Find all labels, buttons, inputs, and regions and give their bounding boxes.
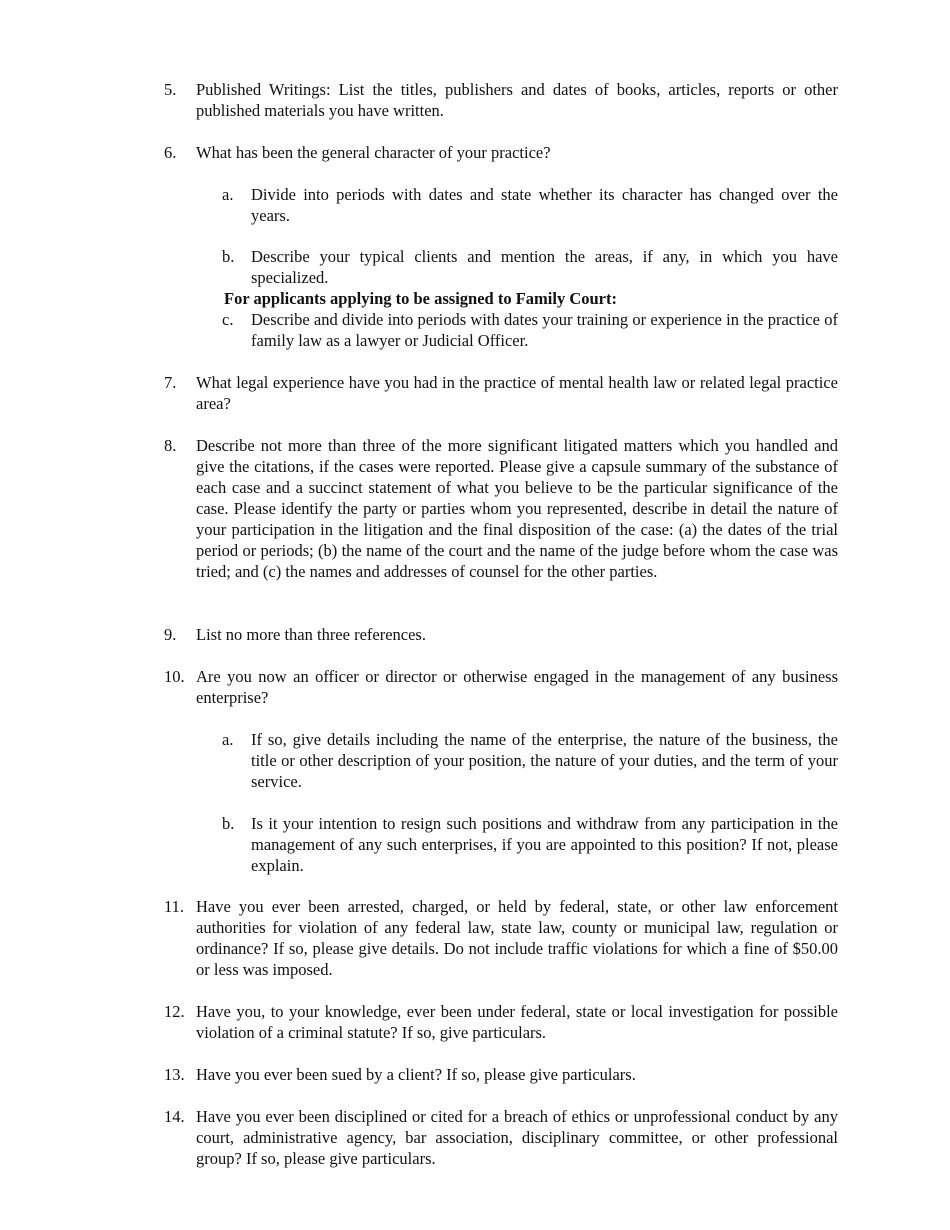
sub-text: Divide into periods with dates and state whether its character has changed over the years.	[251, 185, 838, 225]
question-6-sub-b	[222, 246, 838, 288]
question-text: List no more than three references.	[196, 625, 426, 644]
question-7	[164, 372, 838, 414]
sub-letter: b.	[222, 247, 235, 266]
sub-letter: c.	[222, 310, 234, 329]
question-6-sub-c	[222, 309, 838, 351]
question-6-sub-a	[222, 184, 838, 226]
sub-text: If so, give details including the name of the enterprise, the nature of the business, the title or other description of your position, the nature of your duties, and the term of your service.	[251, 730, 838, 791]
question-number: 9.	[164, 625, 177, 644]
question-number: 12.	[164, 1002, 185, 1021]
question-text: Are you now an officer or director or otherwise engaged in the management of any business enterprise?	[196, 667, 838, 707]
question-number: 5.	[164, 80, 177, 99]
family-court-heading: For applicants applying to be assigned to Family Court:	[224, 289, 617, 308]
question-number: 8.	[164, 436, 177, 455]
sub-text: Describe and divide into periods with dates your training or experience in the practice of family law as a lawyer or Judicial Officer.	[251, 310, 838, 350]
sub-text: Is it your intention to resign such positions and withdraw from any participation in the management of any such enterprises, if you are appointed to this position? If not, please explain.	[251, 814, 838, 875]
question-10-sub-a	[222, 729, 838, 792]
question-8	[164, 435, 838, 582]
question-number: 14.	[164, 1107, 185, 1126]
sub-letter: a.	[222, 730, 234, 749]
question-10-sub-b	[222, 813, 838, 876]
question-13	[164, 1064, 838, 1085]
question-text: What has been the general character of your practice?	[196, 143, 551, 162]
question-text: Have you ever been arrested, charged, or held by federal, state, or other law enforcement authorities for violation of any federal law, state law, county or municipal law, regulation or ordinance? If so, please give details. Do not include traffic violations for which a fine of $50.00 or less was imposed.	[196, 897, 838, 979]
question-text: Have you, to your knowledge, ever been under federal, state or local investigation for possible violation of a criminal statute? If so, give particulars.	[196, 1002, 838, 1042]
question-10	[164, 666, 838, 708]
question-text: What legal experience have you had in the practice of mental health law or related legal practice area?	[196, 373, 838, 413]
question-text: Have you ever been disciplined or cited for a breach of ethics or unprofessional conduct by any court, administrative agency, bar association, disciplinary committee, or other professional group? If so, please give particulars.	[196, 1107, 838, 1168]
question-number: 6.	[164, 143, 177, 162]
question-number: 10.	[164, 667, 185, 686]
question-number: 13.	[164, 1065, 185, 1084]
question-text: Have you ever been sued by a client? If so, please give particulars.	[196, 1065, 636, 1084]
question-number: 7.	[164, 373, 177, 392]
question-9	[164, 624, 838, 645]
question-6	[164, 142, 838, 163]
sub-letter: a.	[222, 185, 234, 204]
question-text: Published Writings: List the titles, publishers and dates of books, articles, reports or other published materials you have written.	[196, 80, 838, 120]
question-11	[164, 896, 838, 980]
question-text: Describe not more than three of the more significant litigated matters which you handled and give the citations, if the cases were reported. Please give a capsule summary of the substance of each case and a succinct statement of what you believe to be the particular significance of the case. Please identify the party or parties whom you represented, describe in detail the nature of your participation in the litigation and the final disposition of the case: (a) the dates of the trial period or periods; (b) the name of the court and the name of the judge before whom the case was tried; and (c) the names and addresses of counsel for the other parties.	[196, 436, 838, 581]
sub-letter: b.	[222, 814, 235, 833]
question-14	[164, 1106, 838, 1169]
question-12	[164, 1001, 838, 1043]
sub-text: Describe your typical clients and mention the areas, if any, in which you have specialized.	[251, 247, 838, 287]
question-5	[164, 79, 838, 121]
question-number: 11.	[164, 897, 185, 916]
